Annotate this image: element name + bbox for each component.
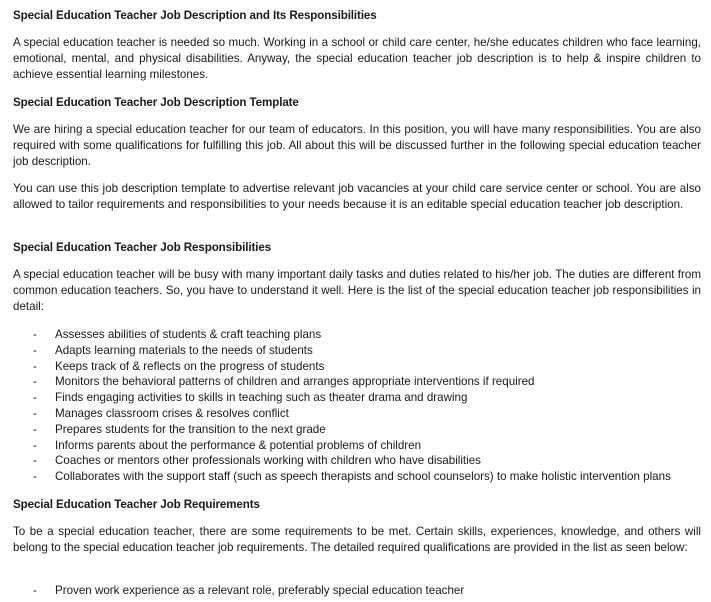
- responsibilities-intro: A special education teacher will be busy with many important daily tasks and duties related to his/her job. The duties are different from common education teachers. So, you have to understand it well. Here is the list of the special education teacher job responsibilities in detail:: [13, 268, 701, 313]
- template-paragraph-1: We are hiring a special education teacher for our team of educators. In this position, you will have many responsibilities. You are also required with some qualifications for fulfilling this job. All about this will be discussed further in the following special education teacher job description.: [13, 123, 701, 168]
- list-item-text: Informs parents about the performance & potential problems of children: [55, 438, 422, 452]
- bullet-dash: -: [33, 584, 37, 597]
- list-item: [13, 359, 701, 375]
- list-item: [13, 438, 701, 454]
- bullet-dash: -: [33, 470, 37, 484]
- list-item-text: Manages classroom crises & resolves conflict: [55, 406, 289, 420]
- bullet-dash: -: [33, 422, 37, 436]
- list-item-text: Proven work experience as a relevant role, preferably special education teacher: [55, 584, 465, 597]
- document-title: Special Education Teacher Job Description and Its Responsibilities: [13, 9, 377, 22]
- bullet-dash: -: [33, 328, 37, 341]
- bullet-dash: -: [33, 391, 37, 405]
- list-item: [13, 422, 701, 438]
- list-item: [13, 406, 701, 422]
- bullet-dash: -: [33, 454, 37, 468]
- list-item-text: Keeps track of & reflects on the progress of students: [55, 359, 325, 373]
- list-item-text: Adapts learning materials to the needs of students: [55, 343, 313, 357]
- list-item: [13, 390, 701, 406]
- list-item: [13, 583, 701, 599]
- list-item: [13, 343, 701, 359]
- requirements-intro: To be a special education teacher, there are some requirements to be met. Certain skills, experiences, knowledge, and others will belong to the special education teacher job requirements. The detailed required qualifications are provided in the list as seen below:: [13, 525, 701, 554]
- responsibilities-list: [13, 327, 701, 485]
- intro-paragraph: A special education teacher is needed so much. Working in a school or child care center, he/she educates children who face learning, emotional, mental, and physical disabilities. Anyway, the special education teacher job description is to help & inspire children to achieve essential learning milestones.: [13, 36, 701, 81]
- responsibilities-heading: Special Education Teacher Job Responsibilities: [13, 241, 272, 254]
- list-item-text: Assesses abilities of students & craft teaching plans: [55, 328, 322, 341]
- bullet-dash: -: [33, 438, 37, 452]
- template-paragraph-2: You can use this job description template to advertise relevant job vacancies at your child care service center or school. You are also allowed to tailor requirements and responsibilities to your needs because it is an editable special education teacher job description.: [13, 182, 701, 211]
- list-item-text: Monitors the behavioral patterns of children and arranges appropriate interventions if required: [55, 375, 535, 389]
- bullet-dash: -: [33, 343, 37, 357]
- bullet-dash: -: [33, 359, 37, 373]
- bullet-dash: -: [33, 375, 37, 389]
- list-item-text: Prepares students for the transition to the next grade: [55, 422, 326, 436]
- list-item: [13, 453, 701, 469]
- list-item: [13, 374, 701, 390]
- list-item: [13, 327, 701, 343]
- list-item: [13, 469, 701, 485]
- list-item-text: Finds engaging activities to skills in teaching such as theater drama and drawing: [55, 391, 468, 405]
- list-item-text: Coaches or mentors other professionals working with children who have disabilities: [55, 454, 481, 468]
- requirements-list: [13, 583, 701, 599]
- bullet-dash: -: [33, 406, 37, 420]
- requirements-heading: Special Education Teacher Job Requirements: [13, 498, 260, 511]
- template-heading: Special Education Teacher Job Description Template: [13, 96, 299, 109]
- list-item-text: Collaborates with the support staff (such as speech therapists and school counselors) to make holistic intervention plans: [55, 470, 671, 484]
